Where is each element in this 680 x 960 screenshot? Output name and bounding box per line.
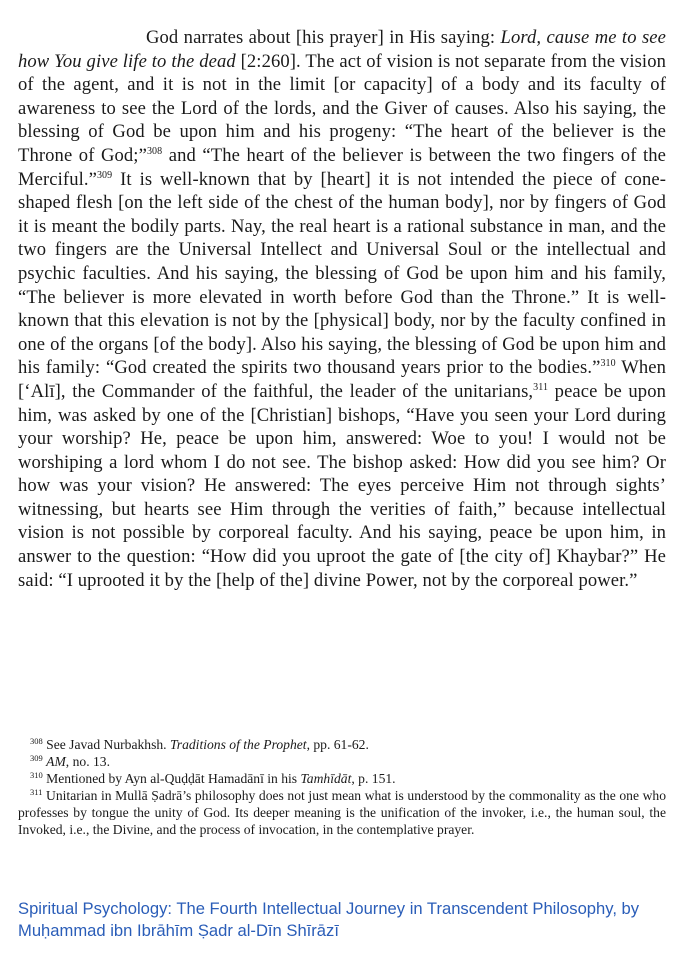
footnote-number: 309 [30, 753, 43, 763]
text-segment: When [‘Alī], the Commander of the faithful, the leader of the unitarians, [18, 357, 666, 402]
footnote-title: Traditions of the Prophet [169, 737, 307, 752]
footnote-title: AM [46, 754, 66, 769]
footnote-ref-309[interactable]: 309 [96, 169, 113, 181]
text-segment: peace be upon him, was asked by one of the [Christian] bishops, “Have you seen your Lord during your worship? He, peace be upon him, answered: Woe to you! I would not be worshiping a lord whom I do not see. The bishop asked: How did you see him? Or how was your vision? He answered: The eyes perceive Him not through sights’ witnessing, but hearts see Him through the verities of faith,” because intellectual vision is not possible by corporeal faculty. And his saying, peace be upon him, in answer to the question: “How did you uproot the gate of [the city of] Khaybar?” He said: “I uprooted it by the [help of the] divine Power, not by the corporeal power.” [18, 380, 666, 591]
footnote-ref-311[interactable]: 311 [533, 381, 549, 393]
footnote-311 [18, 787, 666, 838]
text-segment: God narrates about [his prayer] in His saying: [146, 27, 501, 48]
footnote-text: Unitarian in Mullā Ṣadrā’s philosophy does not just mean what is understood by the commonality as the one who professes by tongue the unity of God. Its deeper meaning is the unification of the invoker, i.e., the human soul, the Invoked, i.e., the Divine, and the process of invocation, in the contemplative prayer. [18, 788, 666, 837]
main-paragraph [18, 26, 666, 592]
footnote-text: See Javad Nurbakhsh. [42, 737, 170, 752]
footnote-number: 311 [30, 787, 43, 797]
quran-quote: Lord, cause me to see how You give life to the dead [18, 27, 666, 72]
footnote-number: 310 [30, 770, 43, 780]
footnote-text: Mentioned by Ayn al-Quḍḍāt Hamadānī in his [42, 771, 301, 786]
footnote-text: , pp. 61-62. [306, 737, 369, 752]
footnote-ref-308[interactable]: 308 [146, 145, 163, 157]
footnote-310 [18, 770, 666, 787]
footnote-309 [18, 753, 666, 770]
text-segment: and “The heart of the believer is between the two fingers of the Merciful.” [18, 144, 667, 190]
book-caption: Spiritual Psychology: The Fourth Intellectual Journey in Transcendent Philosophy, by Muḥammad ibn Ibrāhīm Ṣadr al-Dīn Shīrāzī [18, 899, 640, 940]
footnote-text: , p. 151. [351, 771, 396, 786]
text-segment: [2:260]. The act of vision is not separate from the vision of the agent, and it is not in the limit [or capacity] of a body and its faculty of awareness to see the Lord of the lords, and the Giver of causes. Also his saying, the blessing of God be upon him and his progeny: “The heart of the believer is the Throne of God;” [18, 50, 666, 166]
footnotes-section [18, 736, 666, 838]
footnote-title: Tamhīdāt [300, 771, 352, 786]
footnote-text: , no. 13. [65, 754, 110, 769]
text-segment: It is well-known that by [heart] it is not intended the piece of cone-shaped flesh [on the left side of the chest of the human body], nor by fingers of God it is meant the bodily parts. Nay, the real heart is a rational substance in man, and the two fingers are the Universal Intellect and Universal Soul or the intellectual and psychic faculties. And his saying, the blessing of God be upon him and his family, “The believer is more elevated in worth before God than the Throne.” It is well-known that this elevation is not by the [physical] body, nor by the faculty confined in one of the organs [of the body]. Also his saying, the blessing of God be upon him and his family: “God created the spirits two thousand years prior to the bodies.” [18, 168, 666, 379]
footnote-308 [18, 736, 666, 753]
footnote-ref-310[interactable]: 310 [600, 358, 616, 370]
footnote-number: 308 [30, 736, 43, 746]
